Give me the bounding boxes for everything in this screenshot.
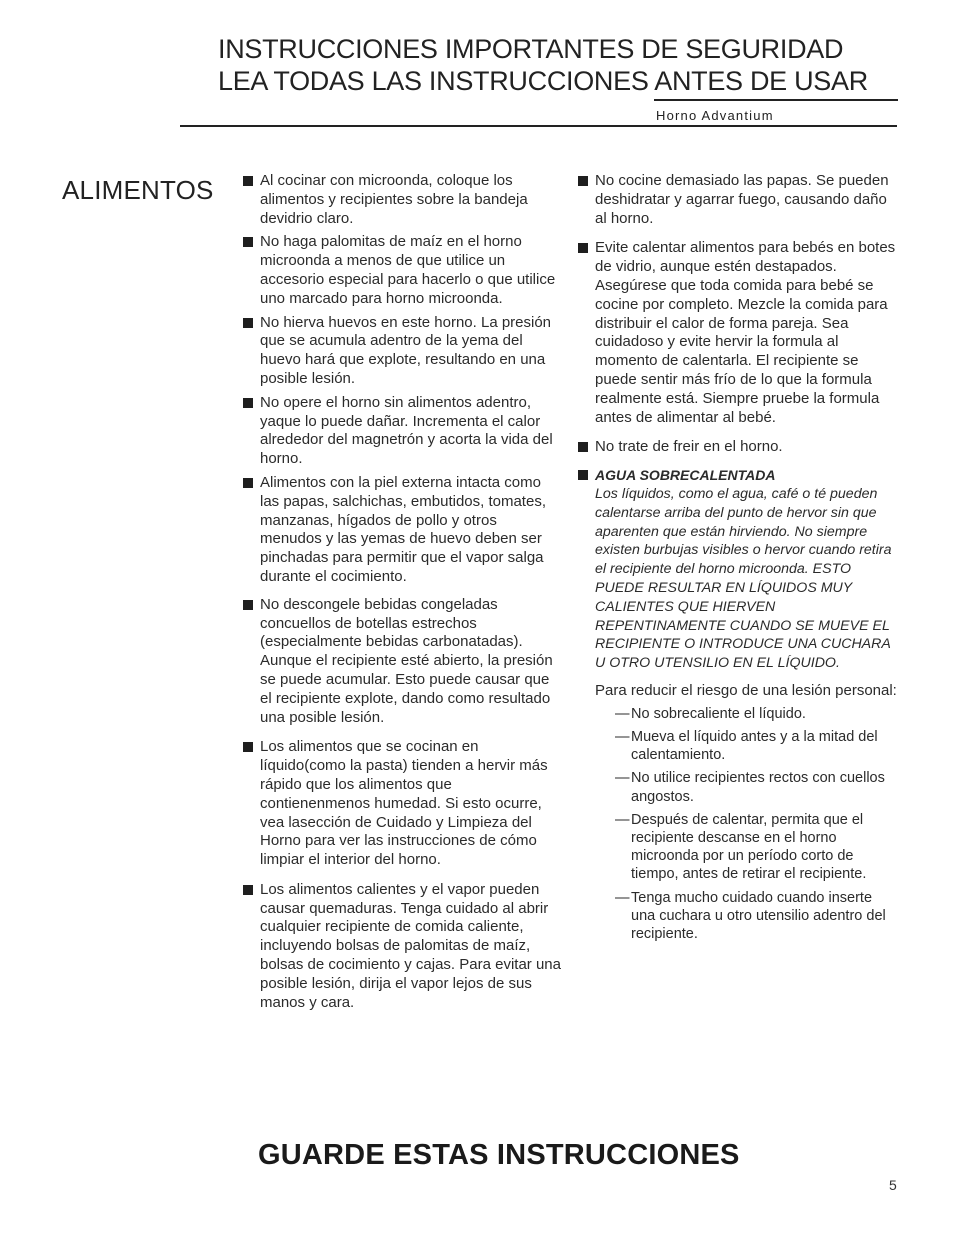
list-item-text: No haga palomitas de maíz en el horno microonda a menos de que utilice un accesorio especial para hacerlo o que utilice uno marcado para horno microonda. xyxy=(260,233,556,307)
safety-step xyxy=(595,769,900,805)
square-bullet-icon xyxy=(243,176,253,186)
list-item xyxy=(243,738,561,870)
safety-step-text: Después de calentar, permita que el recipiente descanse en el horno microonda por un período corto de tiempo, antes de retirar el recipiente. xyxy=(631,811,867,883)
list-item-text: No cocine demasiado las papas. Se pueden deshidratar y agarrar fuego, causando daño al horno. xyxy=(595,172,889,227)
list-item-text: Alimentos con la piel externa intacta como las papas, salchichas, embutidos, tomates, manzanas, hígados de pollo y otros menudos y las yemas de huevo deben ser pinchadas para permitir que el vapor salga durante el cocimiento. xyxy=(260,473,546,585)
list-item xyxy=(243,394,561,469)
dash-icon: — xyxy=(615,728,630,745)
safety-step xyxy=(595,889,900,944)
square-bullet-icon xyxy=(243,742,253,752)
list-item-text: No opere el horno sin alimentos adentro, yaque lo puede dañar. Incrementa el calor alrededor del magnetrón y acorta la vida del horno. xyxy=(260,393,553,468)
list-item-text: No descongele bebidas congeladas concuellos de botellas estrechos (especialmente bebidas carbonatadas). Aunque el recipiente esté abierto, la presión se puede acumular. Esto puede causar que el recipiente explote, dando como resultado una posible lesión. xyxy=(260,595,553,726)
safety-steps-list xyxy=(578,705,900,943)
square-bullet-icon xyxy=(578,470,588,480)
square-bullet-icon xyxy=(243,318,253,328)
list-item xyxy=(243,314,561,389)
safety-step-text: No sobrecaliente el líquido. xyxy=(631,705,806,722)
dash-icon: — xyxy=(615,770,630,787)
dash-icon: — xyxy=(615,811,630,828)
safety-step-text: Mueva el líquido antes y a la mitad del calentamiento. xyxy=(631,728,878,764)
header-rule-short xyxy=(654,99,898,101)
list-item-text: No hierva huevos en este horno. La presión que se acumula adentro de la yema del huevo hará que explote, resultando en una posible lesión. xyxy=(260,313,552,387)
section-label: ALIMENTOS xyxy=(62,175,214,205)
square-bullet-icon xyxy=(578,442,588,452)
list-item xyxy=(578,172,900,228)
dash-icon: — xyxy=(615,705,630,722)
warning-item xyxy=(578,466,900,673)
warning-heading: AGUA SOBRECALENTADA xyxy=(595,467,776,484)
square-bullet-icon xyxy=(243,237,253,247)
list-item xyxy=(243,474,561,587)
square-bullet-icon xyxy=(243,478,253,488)
safety-step-text: Tenga mucho cuidado cuando inserte una cuchara u otro utensilio adentro del recipiente. xyxy=(631,889,886,942)
right-column xyxy=(578,172,900,948)
square-bullet-icon xyxy=(243,398,253,408)
title-line-2: LEA TODAS LAS INSTRUCCIONES ANTES DE USAR xyxy=(218,66,868,96)
list-item xyxy=(243,233,561,308)
product-name: Horno Advantium xyxy=(656,108,774,123)
left-column xyxy=(243,172,561,1017)
warning-body: Los líquidos, como el agua, café o té pueden calentarse arriba del punto de hervor sin que aparenten que están hirviendo. No siempre existen burbujas visibles o hervor cuando retira el recipiente del horno microonda. ESTO PUEDE RESULTAR EN LÍQUIDOS MUY CALIENTES QUE HIERVEN REPENTINAMENTE CUANDO SE MUEVE EL RECIPIENTE O INTRODUCE UNA CUCHARA U OTRO UTENSILIO EN EL LÍQUIDO. xyxy=(595,485,892,672)
dash-icon: — xyxy=(615,889,630,906)
list-item xyxy=(243,881,561,1013)
list-item-text: Los alimentos que se cocinan en líquido(como la pasta) tienden a hervir más rápido que los alimentos que contienenmenos humedad. Si esto ocurre, vea lasección de Cuidado y Limpieza del Horno para ver las instrucciones de cómo limpiar el interior del horno. xyxy=(260,738,548,869)
square-bullet-icon xyxy=(243,600,253,610)
safety-step xyxy=(595,728,900,764)
list-item-text: Al cocinar con microonda, coloque los alimentos y recipientes sobre la bandeja devidrio claro. xyxy=(260,172,528,227)
square-bullet-icon xyxy=(578,176,588,186)
list-item-text: No trate de freir en el horno. xyxy=(595,438,783,456)
list-item xyxy=(578,438,900,457)
warning-intro: Para reducir el riesgo de una lesión personal: xyxy=(595,681,897,699)
safety-step xyxy=(595,811,900,884)
safety-step xyxy=(595,705,900,723)
list-item-text: Los alimentos calientes y el vapor pueden causar quemaduras. Tenga cuidado al abrir cualquier recipiente de comida caliente, incluyendo bolsas de palomitas de maíz, bolsas de cocimiento y cajas. Para evitar una posible lesión, dirija el vapor lejos de sus manos y cara. xyxy=(260,880,561,1011)
list-item xyxy=(243,596,561,728)
square-bullet-icon xyxy=(578,243,588,253)
header-rule-long xyxy=(180,125,897,127)
square-bullet-icon xyxy=(243,885,253,895)
list-item-text: Evite calentar alimentos para bebés en botes de vidrio, aunque estén destapados. Asegúrese que toda comida para bebé se cocine por completo. Mezcle la comida para distribuir el calor de forma pareja. Sea cuidadoso y evite hervir la formula al momento de calentarla. El recipiente se puede sentir más frío de lo que la formula realmente está. Siempre pruebe la formula antes de alimentar al bebé. xyxy=(595,239,896,426)
safety-step-text: No utilice recipientes rectos con cuellos angostos. xyxy=(631,770,885,805)
footer-title: GUARDE ESTAS INSTRUCCIONES xyxy=(258,1139,740,1171)
page-number: 5 xyxy=(889,1177,897,1193)
list-item xyxy=(243,172,561,228)
page-title xyxy=(218,33,918,97)
title-line-1: INSTRUCCIONES IMPORTANTES DE SEGURIDAD xyxy=(218,34,844,64)
list-item xyxy=(578,239,900,427)
